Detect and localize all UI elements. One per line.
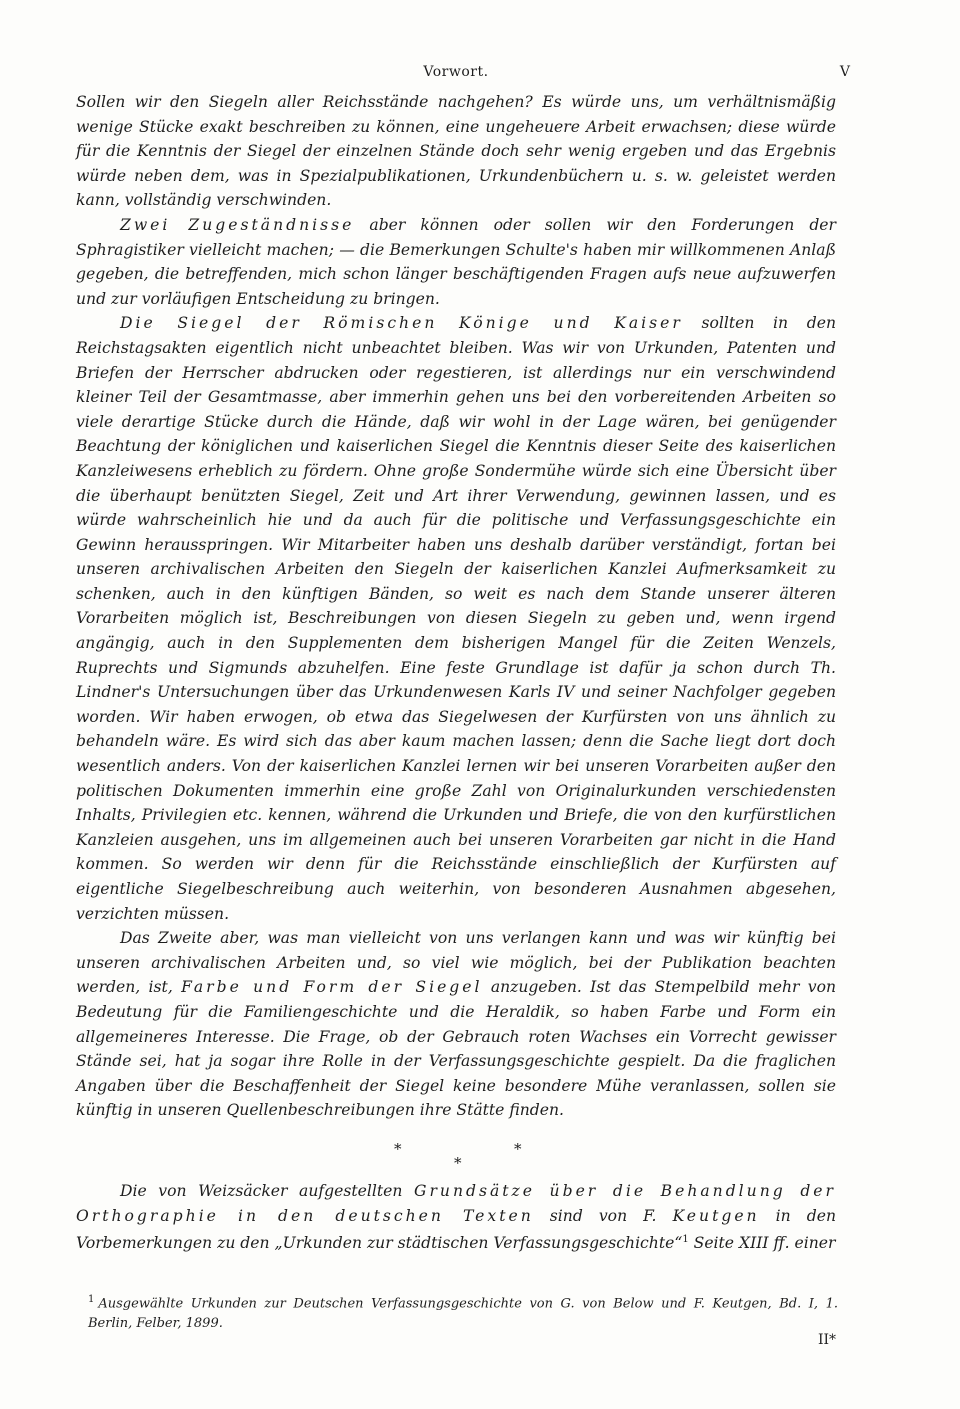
spaced-emphasis: Die Siegel der Römischen Könige und Kaiser — [120, 314, 683, 333]
separator-star: * — [394, 1139, 402, 1158]
paragraph — [76, 213, 836, 311]
paragraph-text: anzugeben. Ist das Stempelbild mehr von Bedeutung für die Familiengeschichte und die Heraldik, so haben Farbe und Form ein allgemeineres Interesse. Die Frage, ob der Gebrauch roten Wachses ein Vorrecht gewisser Stände sei, hat ja sogar ihre Rolle in der Verfassungsgeschichte gespielt. Da die fraglichen Angaben über die Beschaffenheit der Siegel keine besondere Mühe veranlassen, sollen sie künftig in unseren Quellenbeschreibungen ihre Stätte finden. — [76, 978, 836, 1120]
footnote-reference[interactable]: 1 — [682, 1234, 689, 1246]
spaced-emphasis: Grundsätze über die Behandlung der Orthographie in den deutschen Texten — [76, 1181, 836, 1225]
paragraph-text: Sollen wir den Siegeln aller Reichsstände nachgehen? Es würde uns, um verhältnismäßig wenige Stücke exakt beschreiben zu können, eine ungeheuere Arbeit erwachsen; diese würde für die Kenntnis der Siegel der einzelnen Stände doch sehr wenig ergeben und das Ergebnis würde neben dem, was in Spezialpublikationen, Urkundenbüchern u. s. w. geleistet werden kann, vollständig verschwinden. — [76, 93, 836, 210]
running-header — [76, 64, 850, 90]
footnote — [88, 1290, 838, 1334]
spaced-emphasis: Zwei Zugeständnisse — [120, 215, 355, 234]
footnote-mark: 1 — [88, 1294, 95, 1305]
spaced-emphasis: Farbe und Form der Siegel — [181, 978, 483, 997]
paragraph — [76, 311, 836, 926]
paragraph-text: in den Vorbemerkungen zu den „Urkunden zur städtischen Verfassungsgeschichte“ — [76, 1206, 837, 1253]
header-title: Vorwort. — [423, 64, 489, 80]
paragraph — [76, 90, 836, 213]
paragraph-text: Seite XIII ff. einer — [688, 1234, 836, 1253]
paragraph-text: sollten in den Reichstagsakten eigentlich nicht unbeachtet bleiben. Was wir von Urkunden, Patenten und Briefen der Herrscher abdrucken oder regestieren, ist allerdings nur ein verschwindend kleiner Teil der Gesamtmasse, aber immerhin gehen uns bei den vorbereitenden Arbeiten so viele derartige Stücke durch die Hände, daß wir wohl in der Lage wären, bei genügender Beachtung der königlichen und kaiserlichen Siegel die Kenntnis dieser Seite des kaiserlichen Kanzleiwesens erheblich zu fördern. Ohne große Sondermühe würde sich eine Übersicht über die überhaupt benützten Siegel, Zeit und Art ihrer Verwendung, gewinnen lassen, und es würde wahrscheinlich hie und da auch für die politische und Verfassungsgeschichte ein Gewinn herausspringen. Wir Mitarbeiter haben uns deshalb darüber verständigt, fortan bei unseren archivalischen Arbeiten den Siegeln der kaiserlichen Kanzlei Aufmerksamkeit zu schenken, auch in den künftigen Bänden, so weit es nach dem Stande unserer älteren Vorarbeiten möglich ist, Beschreibungen von diesen Siegeln zu geben und, wenn irgend angängig, auch in den Supplementen dem bisherigen Mangel für die Zeiten Wenzels, Ruprechts und Sigmunds abzuhelfen. Eine feste Grundlage ist dafür ja schon durch Th. Lindner's Untersuchungen über das Urkundenwesen Karls IV und seiner Nachfolger gegeben worden. Wir haben erwogen, ob etwa das Siegelwesen der Kurfürsten von uns ähnlich zu behandeln wäre. Es wird sich das aber kaum machen lassen; denn die Sache liegt dort doch wesentlich anders. Von der kaiserlichen Kanzlei lernen wir bei unseren Vorarbeiten außer den politischen Dokumenten immerhin eine große Zahl von Originalurkunden verschiedensten Inhalts, Privilegien etc. kennen, während die Urkunden und Briefe, die von den kurfürstlichen Kanzleien ausgehen, uns im allgemeinen auch bei unseren Vorarbeiten gar nicht in die Hand kommen. So werden wir denn für die Reichsstände einschließlich der Kurfürsten auf eigentliche Siegelbeschreibung auch weiterhin, von besonderen Ausnahmen abgesehen, verzichten müssen. — [76, 314, 836, 923]
sheet-signature: II* — [817, 1332, 836, 1348]
section-separator — [76, 1133, 836, 1179]
paragraph — [76, 1179, 836, 1256]
paragraph-text: Die von Weizsäcker aufgestellten — [120, 1181, 414, 1200]
paragraph — [76, 926, 836, 1123]
spaced-emphasis: Keutgen — [672, 1206, 760, 1225]
page — [76, 64, 850, 1256]
page-number: V — [839, 64, 850, 80]
separator-star: * — [514, 1139, 522, 1158]
separator-star: * — [454, 1153, 462, 1172]
body-text — [76, 90, 836, 1256]
footnote-text: Ausgewählte Urkunden zur Deutschen Verfassungsgeschichte von G. von Below und F. Keutgen, Bd. I, 1. Berlin, Felber, 1899. — [88, 1296, 838, 1332]
paragraph-text: aber können oder sollen wir den Forderungen der Sphragistiker vielleicht machen; — die Bemerkungen Schulte's haben mir willkommenen Anlaß gegeben, die betreffenden, mich schon länger beschäftigenden Fragen aufs neue aufzuwerfen und zur vorläufigen Entscheidung zu bringen. — [76, 215, 836, 308]
paragraph-text: sind von F. — [533, 1206, 673, 1225]
paragraph-text: Das Zweite aber, was man vielleicht von uns verlangen kann und was wir künftig bei unseren archivalischen Arbeiten und, so viel wie möglich, bei der Publikation beachten werden, ist, — [76, 929, 836, 997]
